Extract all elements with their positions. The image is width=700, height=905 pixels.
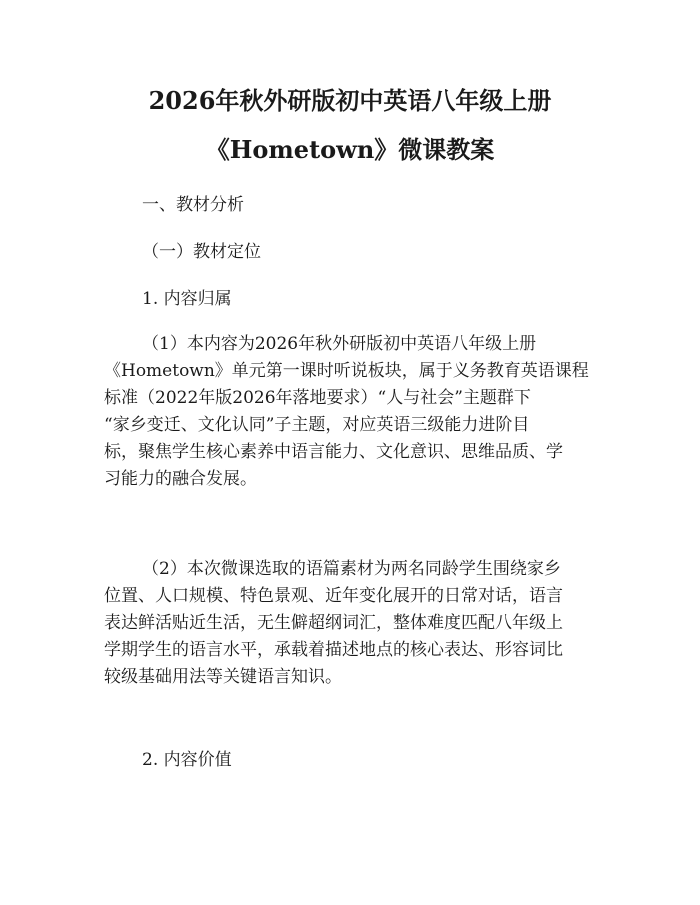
paragraph-line: 位置、人口规模、特色景观、近年变化展开的日常对话，语言 xyxy=(104,586,563,606)
paragraph-line: “家乡变迁、文化认同”子主题，对应英语三级能力进阶目 xyxy=(104,415,530,435)
section-heading-textbook-analysis: 一、教材分析 xyxy=(142,195,244,215)
paragraph-2 xyxy=(104,556,604,691)
paragraph-line: （1）本内容为2026年秋外研版初中英语八年级上册 xyxy=(142,334,537,354)
paragraph-1 xyxy=(104,331,604,493)
paragraph-line: 较级基础用法等关键语言知识。 xyxy=(104,667,342,687)
item-heading-content-value: 2. 内容价值 xyxy=(142,750,232,770)
item-heading-content-attribution: 1. 内容归属 xyxy=(142,289,232,309)
paragraph-line: 《Hometown》单元第一课时听说板块，属于义务教育英语课程 xyxy=(104,361,589,381)
paragraph-line: 标，聚焦学生核心素养中语言能力、文化意识、思维品质、学 xyxy=(104,442,563,462)
paragraph-line: （2）本次微课选取的语篇素材为两名同龄学生围绕家乡 xyxy=(142,559,561,579)
document-title: 2026年秋外研版初中英语八年级上册 xyxy=(148,86,552,115)
subsection-heading-positioning: （一）教材定位 xyxy=(142,242,261,262)
paragraph-line: 习能力的融合发展。 xyxy=(104,469,257,489)
paragraph-line: 学期学生的语言水平，承载着描述地点的核心表达、形容词比 xyxy=(104,640,563,660)
paragraph-line: 表达鲜活贴近生活，无生僻超纲词汇，整体难度匹配八年级上 xyxy=(104,613,563,633)
paragraph-line: 标准（2022年版2026年落地要求）“人与社会”主题群下 xyxy=(104,388,531,408)
document-subtitle: 《Hometown》微课教案 xyxy=(205,135,495,164)
